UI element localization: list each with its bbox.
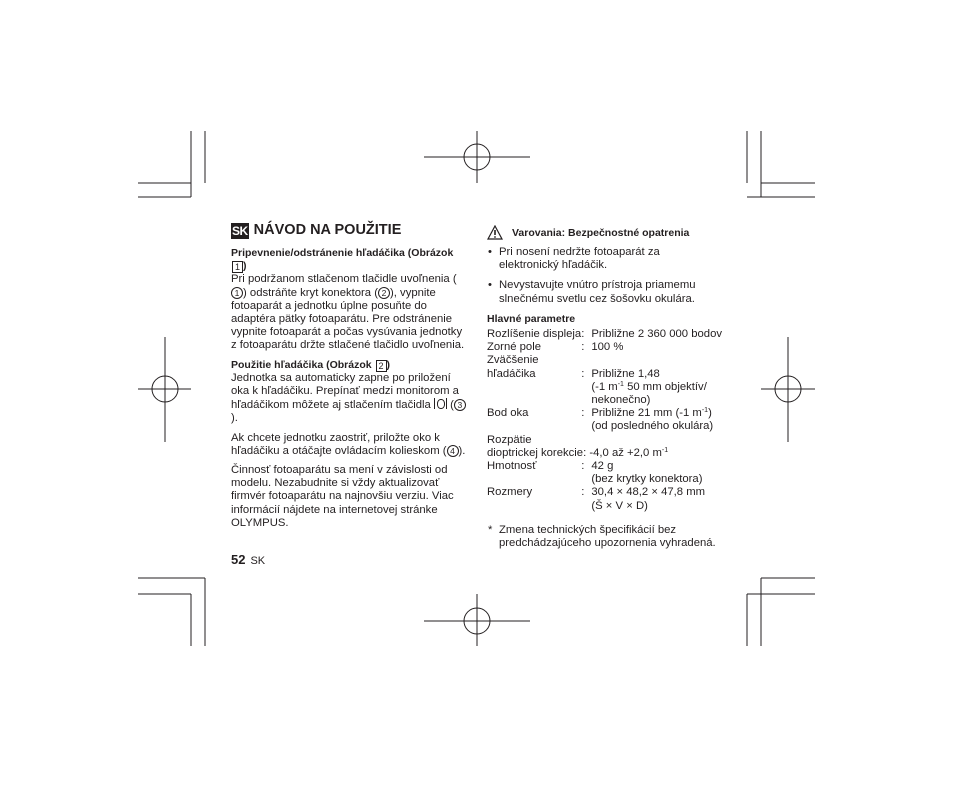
eye-sensor-button-icon (434, 398, 447, 409)
table-row: dioptrickej korekcie: -4,0 až +2,0 $m^{-1}$ (487, 446, 669, 459)
focus-text: Ak chcete jednotku zaostriť, priložte oko k hľadáčiku a otáčajte ovládacím kolieskom ( 4 ). (231, 431, 466, 457)
table-row: Zväčšenie (487, 354, 539, 367)
callout-number: 3 (454, 399, 466, 411)
right-column (487, 220, 722, 550)
specs-table (487, 328, 722, 513)
page-title: NÁVOD NA POUŽITIE (253, 222, 402, 239)
table-row: (-1 $m^{-1}$ 50 mm objektív/ (591, 380, 707, 393)
language-badge: SK (232, 224, 248, 238)
table-row: Rozmery : 30,4 × 48,2 × 47,8 mm (487, 486, 706, 499)
table-row: (od posledného okulára) (591, 420, 714, 433)
table-row: Rozlíšenie displeja : Približne 2 360 000 bodov (487, 328, 722, 341)
list-item: • Pri nosení nedržte fotoaparát za elektronický hľadáčik. (487, 246, 722, 272)
table-row: Rozpätie (487, 433, 532, 446)
section-title (231, 222, 466, 240)
usage-text: Jednotka sa automaticky zapne po priložení oka k hľadáčiku. Prepínať medzi monitorom a hľadáčikom môžete aj stlačením tlačidla ( 3). (231, 372, 466, 426)
callout-number: 1 (231, 287, 243, 299)
page-number: 52 (231, 552, 246, 567)
table-row: nekonečno) (591, 394, 651, 407)
page-language: SK (250, 555, 266, 567)
table-row: Hmotnosť : 42 g (487, 460, 614, 473)
table-row: hľadáčika : Približne 1,48 (487, 367, 660, 380)
callout-number: 4 (447, 445, 459, 457)
usage-heading: Použitie hľadáčika (Obrázok 2 ) (231, 358, 390, 371)
list-item: • Nevystavujte vnútro prístroja priamemu slnečnému svetlu cez šošovku okulára. (487, 279, 722, 305)
attach-detach-heading: Pripevnenie/odstránenie hľadáčika (Obrázok 1 ) (231, 247, 454, 273)
specs-heading: Hlavné parametre (487, 312, 576, 325)
page-footer (231, 552, 265, 567)
firmware-text: Činnosť fotoaparátu sa mení v závislosti od modelu. Nezabudnite si vždy aktualizovať firmvér fotoaparátu na najnovšiu verziu. Viac informácií nájdete na internetovej stránke OLYMPUS. (231, 464, 454, 529)
specs-note: * Zmena technických špecifikácií bez predchádzajúceho upozornenia vyhradená. (488, 523, 716, 550)
warning-header (487, 222, 722, 240)
figure-number: 1 (232, 261, 243, 273)
warning-list (487, 246, 722, 306)
warning-triangle-icon (487, 225, 503, 240)
figure-number: 2 (376, 360, 387, 372)
table-row: (bez krytky konektora) (591, 473, 703, 486)
table-row: Zorné pole : 100 % (487, 341, 624, 354)
warning-title: Varovania: Bezpečnostné opatrenia (512, 226, 690, 239)
attach-detach-text: Pri podržanom stlačenom tlačidle uvoľnenia (1 ) odstráňte kryt konektora ( 2 ), vypnite fotoaparát a jednotku úplne posuňte do adaptéra pätky fotoaparátu. Pre odstránenie vypnite fotoaparát a počas vysúvania jednotky z fotoaparátu držte stlačené tlačidlo uvoľnenia. (231, 273, 465, 352)
table-row: Bod oka : Približne 21 mm (-1 $m^{-1}$) (487, 407, 712, 420)
table-row: (Š × V × D) (591, 499, 648, 512)
callout-number: 2 (378, 287, 390, 299)
left-column (231, 220, 466, 530)
